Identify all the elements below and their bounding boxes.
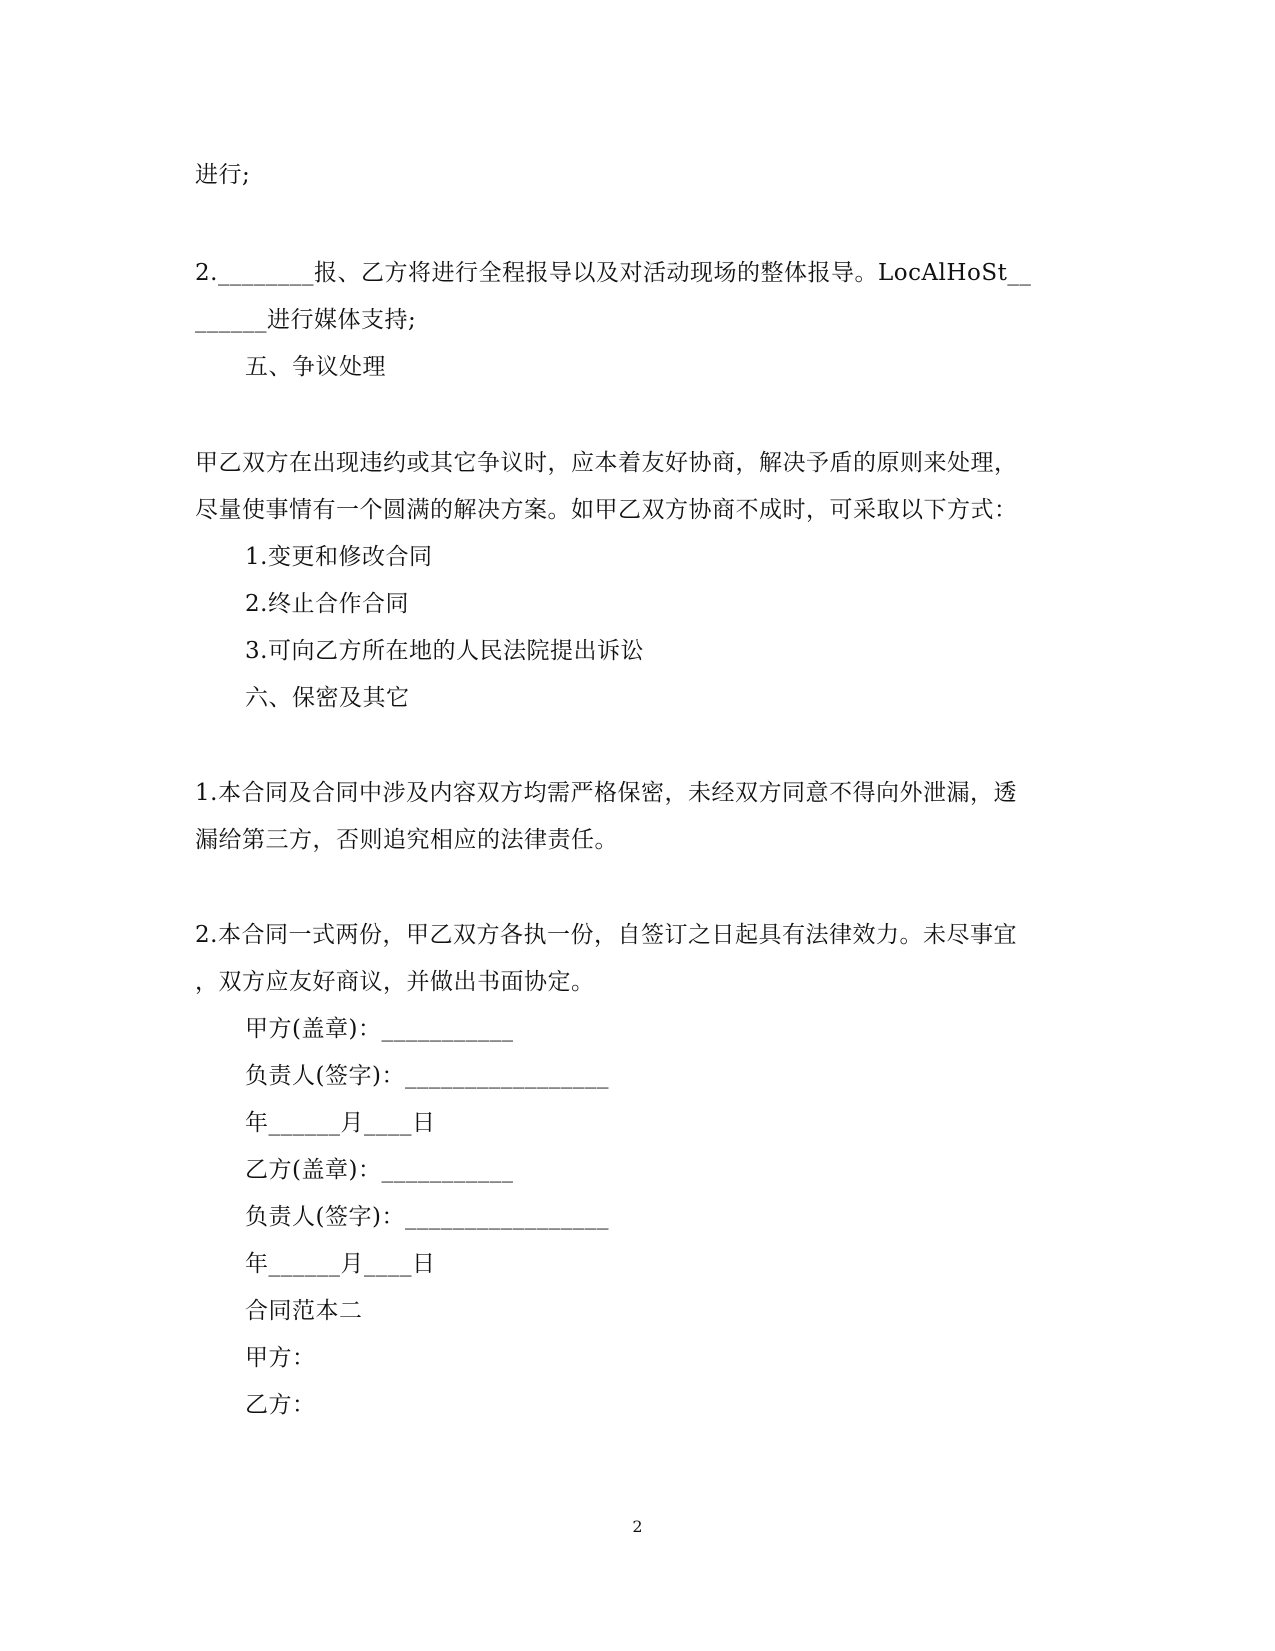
text-line: ，双方应友好商议，并做出书面协定。 (195, 969, 595, 995)
page-number: 2 (632, 1517, 643, 1536)
list-item: 2.终止合作合同 (245, 591, 409, 617)
section-heading: 五、争议处理 (245, 354, 386, 380)
signature-field: 负责人(签字)：_________________ (245, 1063, 609, 1089)
section-heading: 合同范本二 (245, 1298, 363, 1324)
party-label: 乙方： (245, 1392, 316, 1418)
text-line: 尽量使事情有一个圆满的解决方案。如甲乙双方协商不成时，可采取以下方式： (195, 497, 1018, 523)
section-heading: 六、保密及其它 (245, 685, 410, 711)
list-item: 3.可向乙方所在地的人民法院提出诉讼 (245, 638, 644, 664)
date-field: 年______月____日 (245, 1251, 436, 1277)
text-line: 2.本合同一式两份，甲乙双方各执一份，自签订之日起具有法律效力。未尽事宜 (195, 922, 1017, 948)
text-line: 甲乙双方在出现违约或其它争议时，应本着友好协商，解决予盾的原则来处理， (195, 450, 1018, 476)
party-label: 甲方： (245, 1345, 316, 1371)
text-line: 漏给第三方，否则追究相应的法律责任。 (195, 827, 618, 853)
text-line: 1.本合同及合同中涉及内容双方均需严格保密，未经双方同意不得向外泄漏，透 (195, 780, 1017, 806)
signature-field: 甲方(盖章)：___________ (245, 1016, 514, 1042)
text-line: 进行; (195, 162, 251, 188)
list-item: 1.变更和修改合同 (245, 544, 433, 570)
date-field: 年______月____日 (245, 1110, 436, 1136)
signature-field: 负责人(签字)：_________________ (245, 1204, 609, 1230)
signature-field: 乙方(盖章)：___________ (245, 1157, 514, 1183)
text-line: 2.________报、乙方将进行全程报导以及对活动现场的整体报导。LocAlHoSt__ (195, 260, 1032, 286)
text-line: ______进行媒体支持; (195, 307, 417, 333)
